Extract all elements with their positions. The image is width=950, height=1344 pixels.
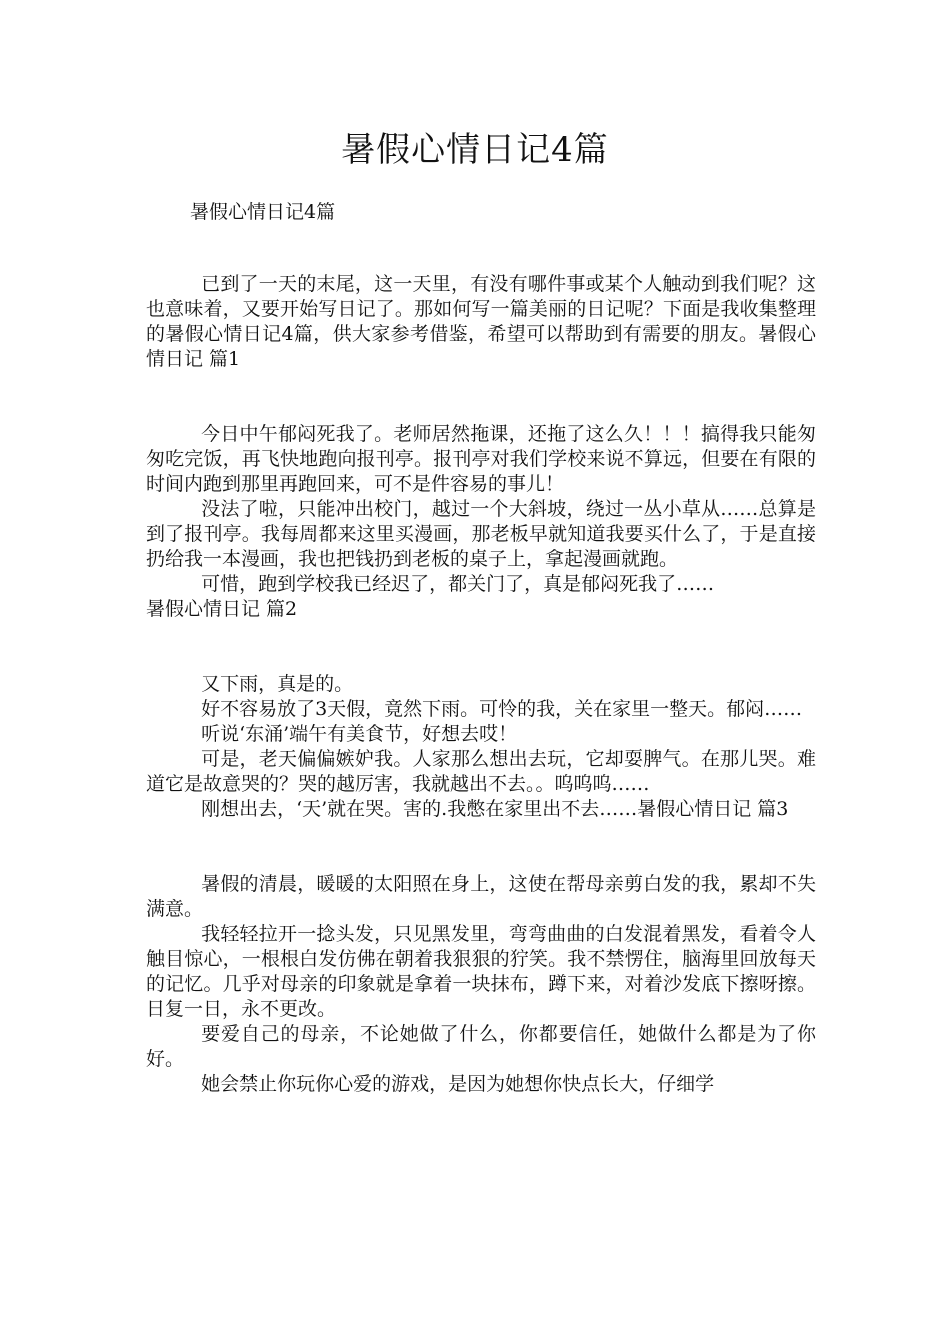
intro-paragraph: 已到了一天的末尾，这一天里，有没有哪件事或某个人触动到我们呢？这也意味着，又要开始写日记了。那如何写一篇美丽的日记呢？下面是我收集整理的暑假心情日记4篇，供大家参考借鉴，希望可以帮助到有需要的朋友。暑假心情日记 篇1 <box>146 273 816 370</box>
entry2-paragraph: 听说‘东涌’端午有美食节，好想去哎！ <box>201 723 518 745</box>
entry1-paragraph: 可惜，跑到学校我已经迟了，都关门了，真是郁闷死我了…… <box>201 573 715 595</box>
entry2-paragraph: 好不容易放了3天假，竟然下雨。可怜的我，关在家里一整天。郁闷…… <box>201 698 803 720</box>
entry1-paragraph: 今日中午郁闷死我了。老师居然拖课，还拖了这么久！！！搞得我只能匆匆吃完饭，再飞快地跑向报刊亭。报刊亭对我们学校来说不算远，但要在有限的时间内跑到那里再跑回来，可不是件容易的事儿！ <box>146 423 816 495</box>
paragraph-gap <box>146 372 816 422</box>
entry3-paragraph: 我轻轻拉开一捻头发，只见黑发里，弯弯曲曲的白发混着黑发，看着令人触目惊心，一根根白发仿佛在朝着我狠狠的狞笑。我不禁愣住，脑海里回放每天的记忆。几乎对母亲的印象就是拿着一块抹布，蹲下来，对着沙发底下擦呀擦。日复一日，永不更改。 <box>146 923 816 1020</box>
entry3-paragraph: 暑假的清晨，暖暖的太阳照在身上，这使在帮母亲剪白发的我，累却不失满意。 <box>146 873 816 920</box>
entry2-heading: 暑假心情日记 篇2 <box>146 598 298 620</box>
entry1-paragraph: 没法了啦，只能冲出校门，越过一个大斜坡，绕过一丛小草从……总算是到了报刊亭。我每周都来这里买漫画，那老板早就知道我要买什么了，于是直接扔给我一本漫画，我也把钱扔到老板的桌子上，拿起漫画就跑。 <box>146 498 816 570</box>
paragraph-gap <box>146 622 816 672</box>
paragraph-gap <box>146 822 816 872</box>
entry2-paragraph: 刚想出去，‘天’就在哭。害的.我憋在家里出不去……暑假心情日记 篇3 <box>201 798 789 820</box>
document-subtitle: 暑假心情日记4篇 <box>190 201 336 223</box>
document-title: 暑假心情日记4篇 <box>341 130 609 170</box>
document-body <box>146 272 816 1097</box>
entry3-paragraph: 她会禁止你玩你心爱的游戏，是因为她想你快点长大，仔细学 <box>201 1073 715 1095</box>
entry2-paragraph: 又下雨，真是的。 <box>201 673 354 695</box>
entry2-paragraph: 可是，老天偏偏嫉妒我。人家那么想出去玩，它却耍脾气。在那儿哭。难道它是故意哭的？哭的越厉害，我就越出不去。。呜呜呜…… <box>146 748 816 795</box>
entry3-paragraph: 要爱自己的母亲，不论她做了什么，你都要信任，她做什么都是为了你好。 <box>146 1023 816 1070</box>
